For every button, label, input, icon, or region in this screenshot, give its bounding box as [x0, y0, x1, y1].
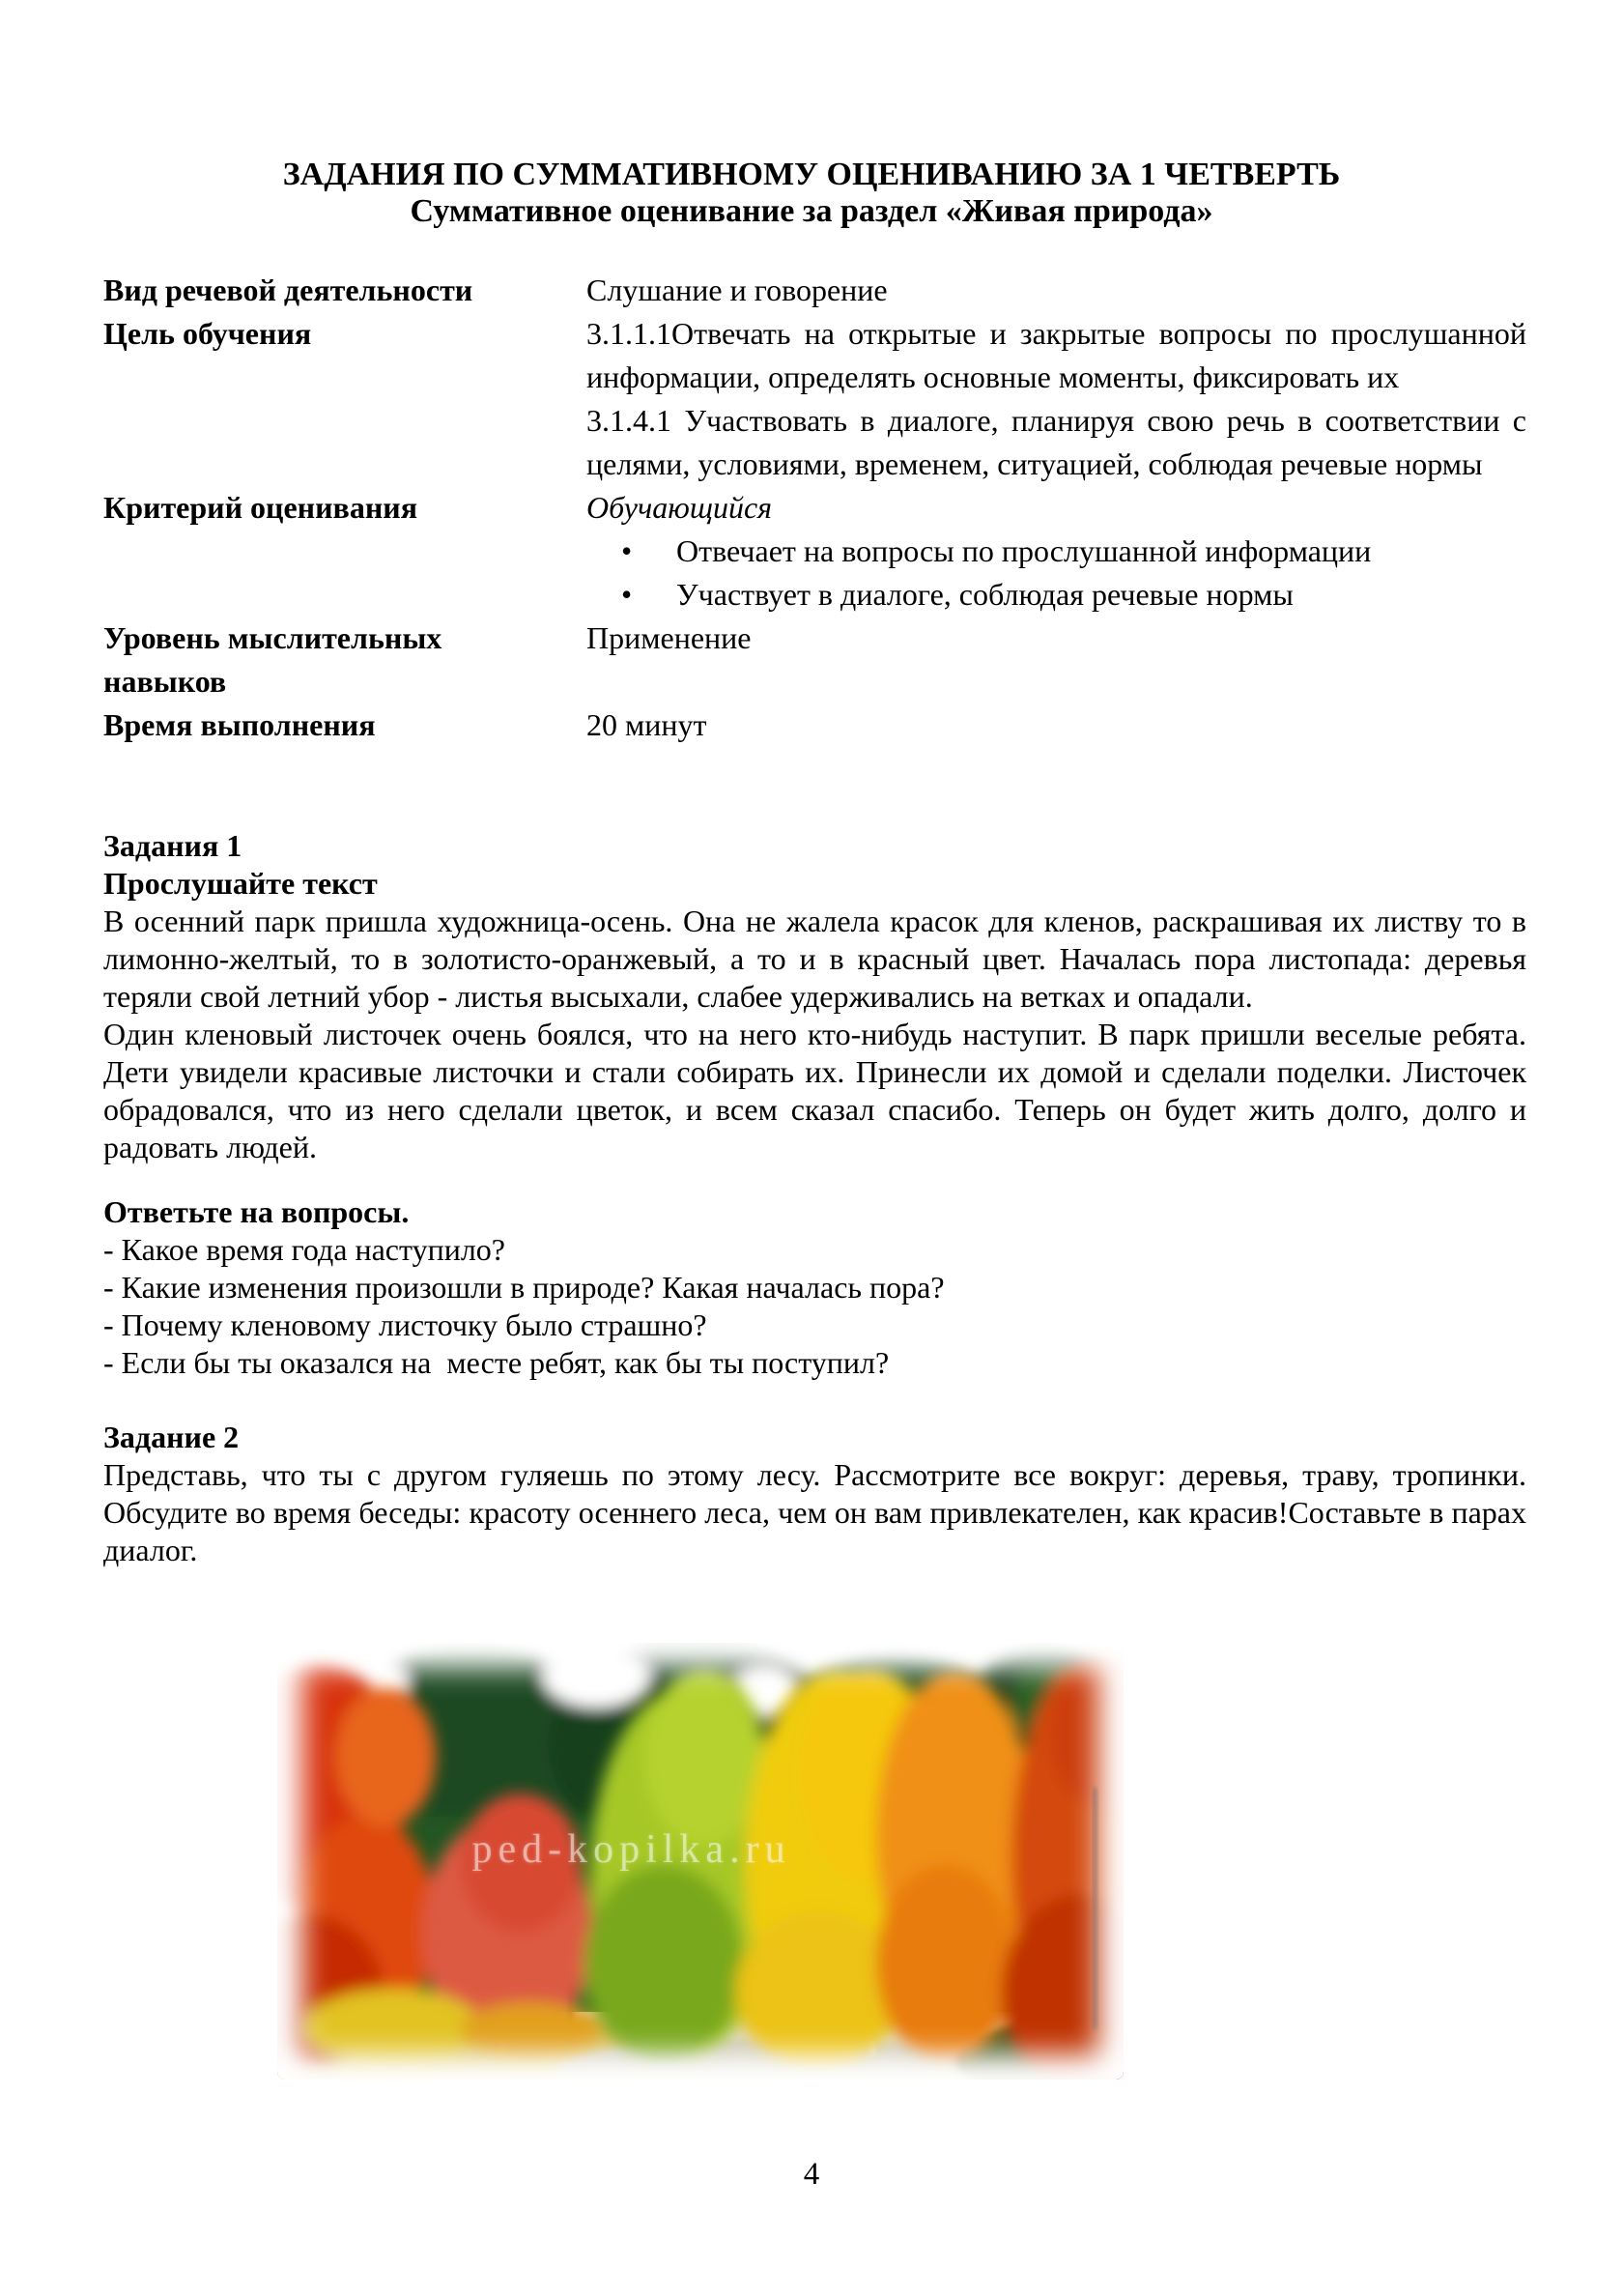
table-row — [103, 269, 1526, 312]
row-label: Время выполнения — [103, 707, 376, 742]
photo-watermark: ped-kopilka.ru — [471, 1826, 791, 1872]
spacer — [103, 1382, 1526, 1419]
document-header — [0, 157, 1623, 230]
row-value: Слушание и говорение — [586, 273, 888, 307]
criteria-bullet — [586, 573, 1526, 617]
bullet-icon: • — [621, 577, 633, 612]
row-value: Применение — [586, 620, 752, 655]
learning-objective-1: 3.1.1.1Отвечать на открытые и закрытые вопросы по прослушанной информации, определять основные моменты, фиксировать их — [586, 316, 1526, 394]
bullet-icon: • — [621, 533, 633, 568]
page-number: 4 — [803, 2157, 820, 2192]
spacer — [103, 1166, 1526, 1193]
question-item: - Почему кленовому листочку было страшно? — [103, 1307, 707, 1342]
table-row — [103, 703, 1526, 747]
learning-objective-2: 3.1.4.1 Участвовать в диалоге, планируя свою речь в соответствии с целями, условиями, временем, ситуацией, соблюдая речевые нормы — [586, 403, 1526, 481]
page-title: ЗАДАНИЯ ПО СУММАТИВНОМУ ОЦЕНИВАНИЮ ЗА 1 ЧЕТВЕРТЬ — [282, 157, 1341, 192]
row-label: Критерий оценивания — [103, 490, 418, 525]
question-item: - Если бы ты оказался на месте ребят, как бы ты поступил? — [103, 1345, 890, 1380]
table-row — [103, 312, 1526, 486]
task2-paragraph: Представь, что ты с другом гуляешь по этому лесу. Рассмотрите все вокруг: деревья, траву, тропинки. Обсудите во время беседы: красоту осеннего леса, чем он вам привлекателен, как красив!Составьте в парах диалог. — [103, 1457, 1526, 1567]
criteria-lead: Обучающийся — [586, 490, 773, 525]
table-row — [103, 486, 1526, 617]
row-label: Уровень мыслительных навыков — [103, 620, 442, 699]
row-value — [586, 312, 1526, 486]
assessment-info-table — [103, 269, 1526, 747]
tasks-section — [103, 827, 1526, 1569]
autumn-park-image — [277, 1643, 1124, 2080]
question-item: - Какие изменения произошли в природе? Какая началась пора? — [103, 1270, 945, 1305]
listening-text-paragraph: В осенний парк пришла художница-осень. Она не жалела красок для кленов, раскрашивая их листву то в лимонно-желтый, то в золотисто-оранжевый, а то и в красный цвет. Началась пора листопада: деревья теряли свой летний убор - листья высыхали, слабее удерживались на ветках и опадали. — [103, 904, 1526, 1014]
row-value: 20 минут — [586, 707, 707, 742]
criteria-bullet — [586, 530, 1526, 573]
question-item: - Какое время года наступило? — [103, 1232, 505, 1267]
task1-subheading: Прослушайте текст — [103, 866, 378, 901]
questions-heading: Ответьте на вопросы. — [103, 1194, 410, 1229]
row-label: Цель обучения — [103, 316, 312, 351]
row-label: Вид речевой деятельности — [103, 273, 473, 307]
task1-heading: Задания 1 — [103, 828, 242, 863]
row-value — [586, 486, 1526, 617]
listening-text-paragraph: Один кленовый листочек очень боялся, что на него кто-нибудь наступит. В парк пришли веселые ребята. Дети увидели красивые листочки и стали собирать их. Принесли их домой и сделали поделки. Листочек обрадовался, что из него сделали цветок, и всем сказал спасибо. Теперь он будет жить долго, долго и радовать людей. — [103, 1017, 1526, 1164]
table-row — [103, 617, 1526, 703]
task2-heading: Задание 2 — [103, 1420, 240, 1454]
criteria-bullet-text: Участвует в диалоге, соблюдая речевые нормы — [676, 577, 1294, 612]
criteria-bullet-text: Отвечает на вопросы по прослушанной информации — [676, 533, 1372, 568]
page-subtitle: Суммативное оценивание за раздел «Живая природа» — [410, 193, 1213, 229]
